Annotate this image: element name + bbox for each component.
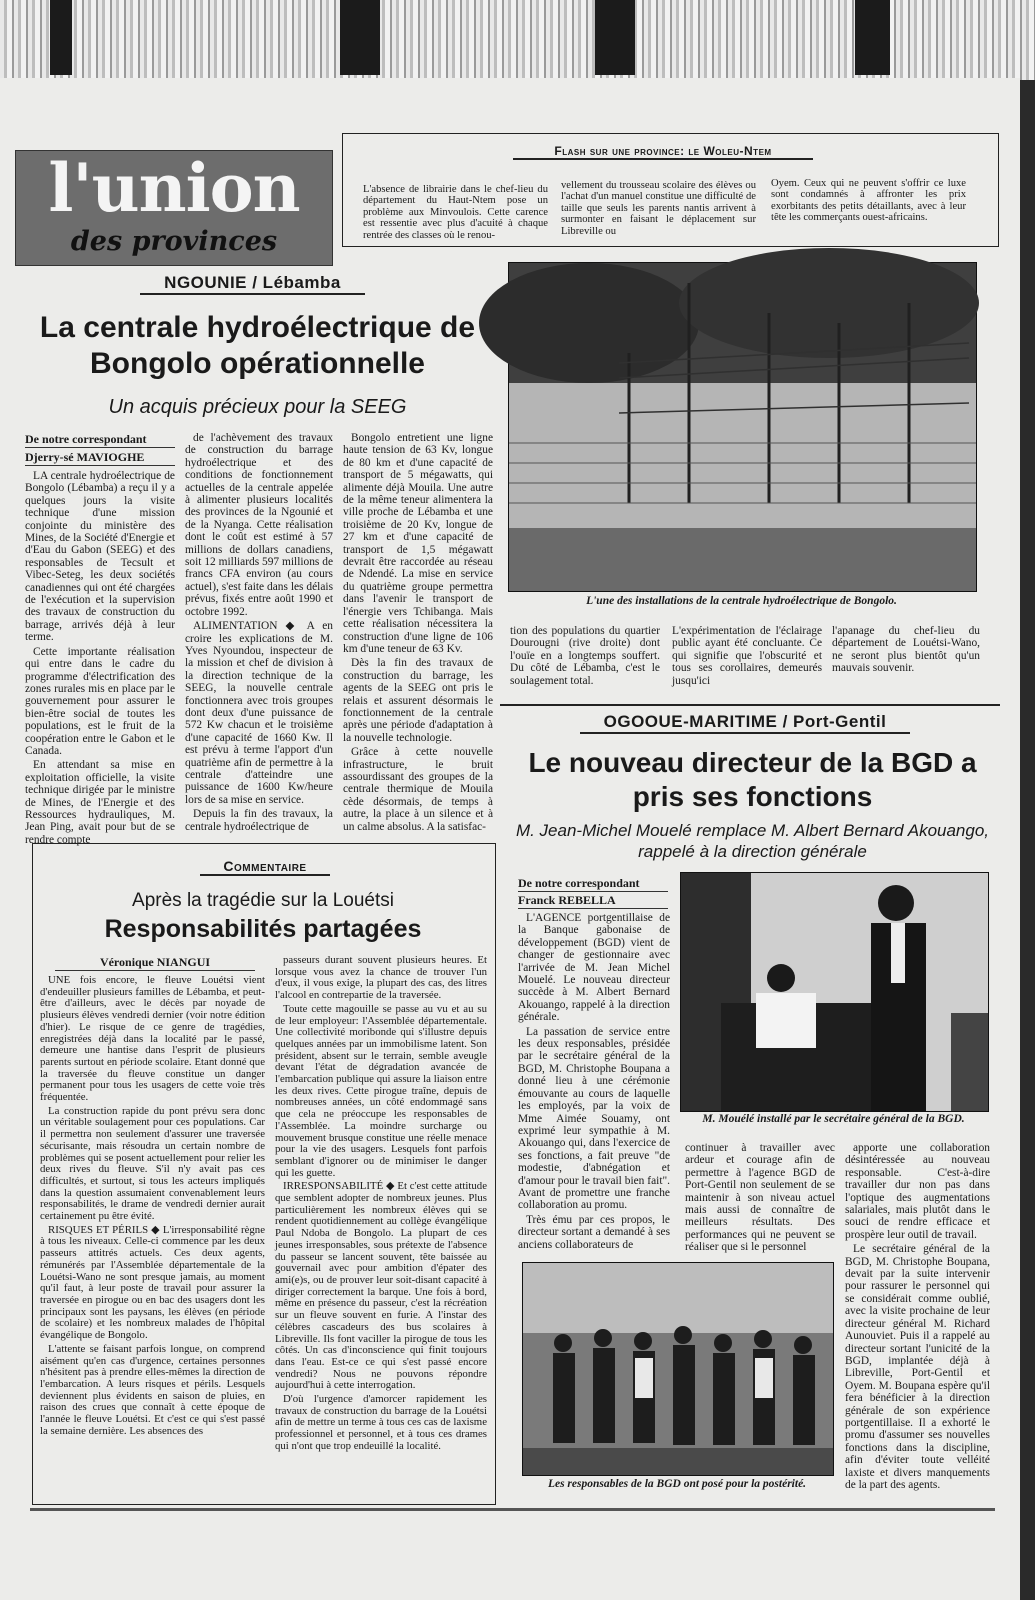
- commentary-kicker: Commentaire: [200, 858, 330, 876]
- paragraph: Dès la fin des travaux de construction du barrage, les agents de la SEEG ont pris le relais et assurent désormais le fonctionnement de la centrale après une période d'adaptation à la nouvelle technologie.: [343, 657, 493, 744]
- paragraph: Toute cette magouille se passe au vu et au su de leur employeur: l'Assemblée départementale. Une collectivité moribonde qui s'illustre depuis quelques années par un immobilisme latent. Son président, absent sur le terrain, semble aveugle devant l'état de dégradation avancée de l'embarcation publique qui assure la liaison entre les deux rives. Cette pirogue traîne, depuis de nombreuses années, un côté endommagé sans que cela ne préoccupe les responsables de l'Assemblée. La moindre surcharge ou mouvement brusque constitue une réelle menace pour la vie des usagers. Lesquels font parfois semblant d'ignorer ou de minimiser le danger qui les guette.: [275, 1002, 487, 1179]
- paragraph: LA centrale hydroélectrique de Bongolo (Lébamba) a reçu il y a quelques jours la visite technique d'une mission conjointe du ministère des Mines, de la Société d'Energie et d'Eau du Gabon (SEEG) et des responsables de Tecsult et Vibec-Seteg, les deux sociétés canadiennes qui ont été chargées de l'exécution et la supervision des travaux de construction du barrage, arrivés déjà à leur terme.: [25, 470, 175, 644]
- flash-col-1: L'absence de librairie dans le chef-lieu du département du Haut-Ntem pose un problème aux Minvoulois. Cette carence est ressentie avec plus d'acuité à chaque rentrée des classes où le renou-: [363, 184, 548, 241]
- paragraph: Grâce à cette nouvelle infrastructure, le bruit assourdissant des groupes de la centrale thermique de Mouila cède désormais, de temps à autre, la place à un silence et à un calme absolus. A la satisfac-: [343, 746, 493, 833]
- paragraph: D'où l'urgence d'amorcer rapidement les travaux de construction du barrage de la Louétsi afin de mettre un terme à tous ces cas de laxisme professionnel et personnel, et à tous ces drames qui n'ont que trop endeuillé la localité.: [275, 1393, 487, 1452]
- masthead-subtitle: des provinces: [70, 226, 278, 257]
- article1-column-6: l'apanage du chef-lieu du département de Louétsi-Wano, ne seront plus bientôt qu'un mauvais souvenir.: [832, 625, 980, 675]
- paragraph: Le secrétaire général de la BGD, M. Christophe Boupana, devait par la suite intervenir pour rassurer le personnel qui se considérait comme oublié, avec la visite prochaine de leur directeur général M. Richard Aunouviet. Puis il a rappelé au directeur sortant l'unicité de la BGD, implantée déjà à Libreville, Port-Gentil et Oyem. M. Boupana espère qu'il fera bénéficier à la direction générale de son expérience portgentillaise. Il a exhorté le promu d'assumer ses nouvelles fonctions dans la discipline, afin d'éviter toute velléité laxiste et divers manquements de la part des agents.: [845, 1243, 990, 1491]
- commentary-pretitle: Après la tragédie sur la Louétsi: [132, 890, 394, 911]
- paragraph: Très ému par ces propos, le directeur sortant a demandé à ses anciens collaborateurs de: [518, 1213, 670, 1251]
- page-bottom-rule: [30, 1508, 995, 1511]
- commentary-column-1: [40, 975, 265, 1497]
- article2-column-1: [518, 912, 670, 1252]
- article1-column-4: tion des populations du quartier Dourougni (rive droite) dont l'ouïe en a longtemps souffert. Du côté de Lébamba, c'est le soulagement total.: [510, 625, 660, 687]
- article1-column-1: [25, 470, 175, 846]
- article1-subhead: Un acquis précieux pour la SEEG: [108, 396, 407, 418]
- paragraph: RISQUES ET PÉRILS ◆ L'irresponsabilité règne à tous les niveaux. Celle-ci commence par les deux passeurs attitrés actuels. Ces deux agents, rémunérés par l'Assemblée départementale de la Louétsi-Wano ne sont presque jamais, au moment qu'il faut, à leur poste de travail pour assurer la traversée en pirogue ou en bac des usagers dont les principaux sont les paysans, les élèves (en période de scolaire) et les nombreux malades de l'hôpital évangélique de Bongolo.: [40, 1223, 265, 1342]
- article2-byline-name: Franck REBELLA: [518, 893, 668, 909]
- paragraph: Bongolo entretient une ligne haute tension de 63 Kv, longue de 80 km et d'une capacité de transport de 5 mégawatts, qui alimente déjà Mouila. Une autre de la même teneur alimentera la ville proche de Lébamba et une troisième de 20 Kv, longue de 27 km et d'une capacité de transport de 1,5 mégawatt devrait être raccordée au réseau de Ndendé. La mise en service du quatrième groupe permettra dans l'avenir le transport de l'énergie vers Tchibanga. Mais cette réalisation nécessitera la construction d'une ligne de 106 km d'une teneur de 63 Kv.: [343, 432, 493, 655]
- commentary-byline: Véronique NIANGUI: [55, 955, 255, 971]
- paragraph: ALIMENTATION ◆ A en croire les explications de M. Yves Nyoundou, inspecteur de la mission et chef de division à la direction technique de la SEEG, la nouvelle centrale fonctionnera avec trois groupes dont deux d'une puissance de 572 Kw chacun et le troisième d'une capacité de 1660 Kw. Il est prévu à terme l'apport d'un quatrième afin de permettre à la centrale d'atteindre une puissance de 1600 Kw/heure lors de sa mise en service.: [185, 620, 333, 806]
- director-photo: [680, 872, 989, 1112]
- scan-dark-bar: [340, 0, 380, 75]
- article1-column-3: [343, 432, 493, 833]
- article1-headline: La centrale hydroélectrique de Bongolo opérationnelle: [39, 311, 476, 380]
- flash-box: [342, 133, 999, 247]
- article2-byline-label: De notre correspondant: [518, 876, 668, 892]
- power-station-caption: L'une des installations de la centrale hydroélectrique de Bongolo.: [586, 595, 897, 607]
- article1-column-5: L'expérimentation de l'éclairage public ayant été concluante. Ce qui signifie que l'obscurité et tous ses corollaires, demeurés jusqu'ici: [672, 625, 822, 687]
- director-image: [681, 873, 988, 1111]
- paragraph: L'attente se faisant parfois longue, on comprend aisément qu'en cas d'urgence, certaines personnes n'hésitent pas à prendre elles-mêmes la direction de l'embarcation. A leurs risques et périls. Lesquels deviennent plus évidents en saison de pluies, en raison des crues que connaît à cette époque de l'année le fleuve Louétsi. Et c'est ce qui s'est passé la semaine dernière. Les absences des: [40, 1342, 265, 1437]
- power-station-image: [509, 263, 976, 591]
- section-rule: [500, 704, 1000, 706]
- article1-byline-name: Djerry-sé MAVIOGHE: [25, 450, 175, 466]
- article1-column-2: [185, 432, 333, 833]
- group-caption: Les responsables de la BGD ont posé pour la postérité.: [547, 1478, 807, 1490]
- group-image: [523, 1263, 833, 1475]
- paragraph: de l'achèvement des travaux de construction du barrage hydroélectrique et des conditions de fonctionnement actuelles de la centrale appelée à alimenter plusieurs localités des provinces de la Ngounié et de la Nyanga. Cette réalisation dont le coût est estimé à 57 millions de dollars canadiens, soit 12 milliards 597 millions de francs CFA environ (au cours actuel), s'est faite dans les délais prévus, fixés entre août 1990 et octobre 1992.: [185, 432, 333, 618]
- masthead-title: l'union: [48, 149, 300, 227]
- paragraph: IRRESPONSABILITÉ ◆ Et c'est cette attitude que semblent adopter de nombreux jeunes. Plus particulièrement les nombreux élèves qui se rendent quotidiennement au collège évangélique Paul Ndoba de Bongolo. La plupart de ces jeunes irresponsables, sous prétexte de l'absence du passeur se lancent souvent, tête baissée au gouvernail avec pour ambition d'épater des ami(e)s, ou de prouver leur soit-disant capacité à diriger correctement la barque. Une fois à bord, même en présence du passeur, c'est la récréation sur un fleuve souvent en furie. A l'instar des célèbres cascadeurs des bus scolaires à Libreville. Ils font vaciller la pirogue de tous les côtés. Un cas d'inconscience qui finit toujours dans l'eau. Est-ce ce qui s'est passé encore vendredi? Nous ne pouvons répondre aujourd'hui à cette interrogation.: [275, 1180, 487, 1392]
- article1-kicker: NGOUNIE / Lébamba: [140, 273, 365, 295]
- scan-dark-bar: [855, 0, 890, 75]
- group-photo: [522, 1262, 834, 1476]
- paragraph: L'AGENCE portgentillaise de la Banque gabonaise de développement (BGD) vient de changer de gestionnaire avec l'arrivée de M. Jean Michel Mouelé. Le nouveau directeur succède à M. Albert Bernard Akouango, rappelé à la direction générale.: [518, 912, 670, 1024]
- flash-col-3: Oyem. Ceux qui ne peuvent s'offrir ce luxe sont condamnés à affronter les prix exorbitants des petits détaillants, avec à leur tête les commerçants ouest-africains.: [771, 178, 966, 224]
- commentary-headline: Responsabilités partagées: [104, 915, 422, 943]
- article2-column-2: continuer à travailler avec ardeur et courage afin de permettre à l'agence BGD de Port-Gentil non seulement de se maintenir à son niveau actuel mais aussi de connaître de meilleurs résultats. Des performances qui ne peuvent se réaliser que si le personnel: [685, 1142, 835, 1254]
- article1-byline-label: De notre correspondant: [25, 432, 175, 448]
- article2-column-3: [845, 1142, 990, 1507]
- scan-dark-bar: [50, 0, 72, 75]
- flash-col-2: vellement du trousseau scolaire des élèves ou l'achat d'un manuel constitue une difficulté de taille que seuls les parents nantis arrivent à surmonter en faisant le déplacement sur Libreville ou: [561, 180, 756, 237]
- paragraph: Depuis la fin des travaux, la centrale hydroélectrique de: [185, 808, 333, 833]
- director-caption: M. Mouélé installé par le secrétaire général de la BGD.: [702, 1113, 965, 1125]
- paragraph: UNE fois encore, le fleuve Louétsi vient d'endeuiller plusieurs familles de Lébamba, et peut-être d'ailleurs, avec le décès par noyade de plusieurs élèves vendredi dernier (voir notre édition d'hier). Le risque de ce genre de tragédies, enregistrées déjà dans la localité par le passé, demeure une hantise dans l'esprit de plusieurs parents surtout en période scolaire. Etant donné que la traversée du fleuve constitue un danger permanent pour tous les usagers de cette voie très fréquentée.: [40, 974, 265, 1104]
- paragraph: passeurs durant souvent plusieurs heures. Et lorsque vous avez la chance de trouver l'un d'eux, il vous exige, la plupart des cas, des litres l'alcool en contrepartie de la traversée.: [275, 954, 487, 1002]
- power-station-photo: [508, 262, 977, 592]
- paragraph: La passation de service entre les deux responsables, présidée par le secrétaire général de la BGD, M. Christophe Boupana a donné lieu à une cérémonie émouvante au cours de laquelle les employés, par la voix de Mme Aimée Souamy, ont exprimé leur sympathie à M. Akouango qui, dans l'exercice de ses fonctions, a fait preuve "de modestie, d'abnégation et d'amour pour le travail bien fait". Avant de promettre une franche collaboration au promu.: [518, 1025, 670, 1212]
- article2-kicker: OGOOUE-MARITIME / Port-Gentil: [580, 712, 910, 734]
- commentary-column-2: [275, 955, 487, 1497]
- paragraph: En attendant sa mise en exploitation officielle, la visite technique dirigée par le ministre de Mines, de l'Energie et des Ressources hydrauliques, M. Jean Ping, avait pour but de se rendre compte: [25, 759, 175, 846]
- scan-dark-bar: [595, 0, 635, 75]
- paragraph: Cette importante réalisation qui entre dans le cadre du programme d'électrification des zones rurales mis en place par le gouvernement pour assurer le bien-être social de toutes les populations, est le fruit de la coopération entre le Gabon et le Canada.: [25, 645, 175, 757]
- article2-headline: Le nouveau directeur de la BGD a pris ses fonctions: [528, 747, 977, 812]
- paragraph: apporte une collaboration désintéressée au nouveau responsable. C'est-à-dire travailler dur non pas dans l'optique des augmentations salariales, mais plutôt dans le souci de rendre efficace et prospère leur outil de travail.: [845, 1142, 990, 1241]
- paragraph: La construction rapide du pont prévu sera donc un véritable soulagement pour ces populations. Car il permettra non seulement d'assurer une traversée sécurisante, mais résoudra un certain nombre de problèmes qui se posent actuellement pour relier les deux rives du fleuve. S'il n'y avait pas ces difficultés, et surtout, si tous les acteurs impliqués dans la question assumaient convenablement leurs responsabilités, le drame de vendredi dernier aurait certainement pu être évité.: [40, 1104, 265, 1223]
- article2-subhead: M. Jean-Michel Mouelé remplace M. Albert Bernard Akouango, rappelé à la direction générale: [515, 821, 990, 861]
- flash-kicker: Flash sur une province: le Woleu-Ntem: [513, 144, 813, 160]
- masthead-logo: [15, 150, 333, 266]
